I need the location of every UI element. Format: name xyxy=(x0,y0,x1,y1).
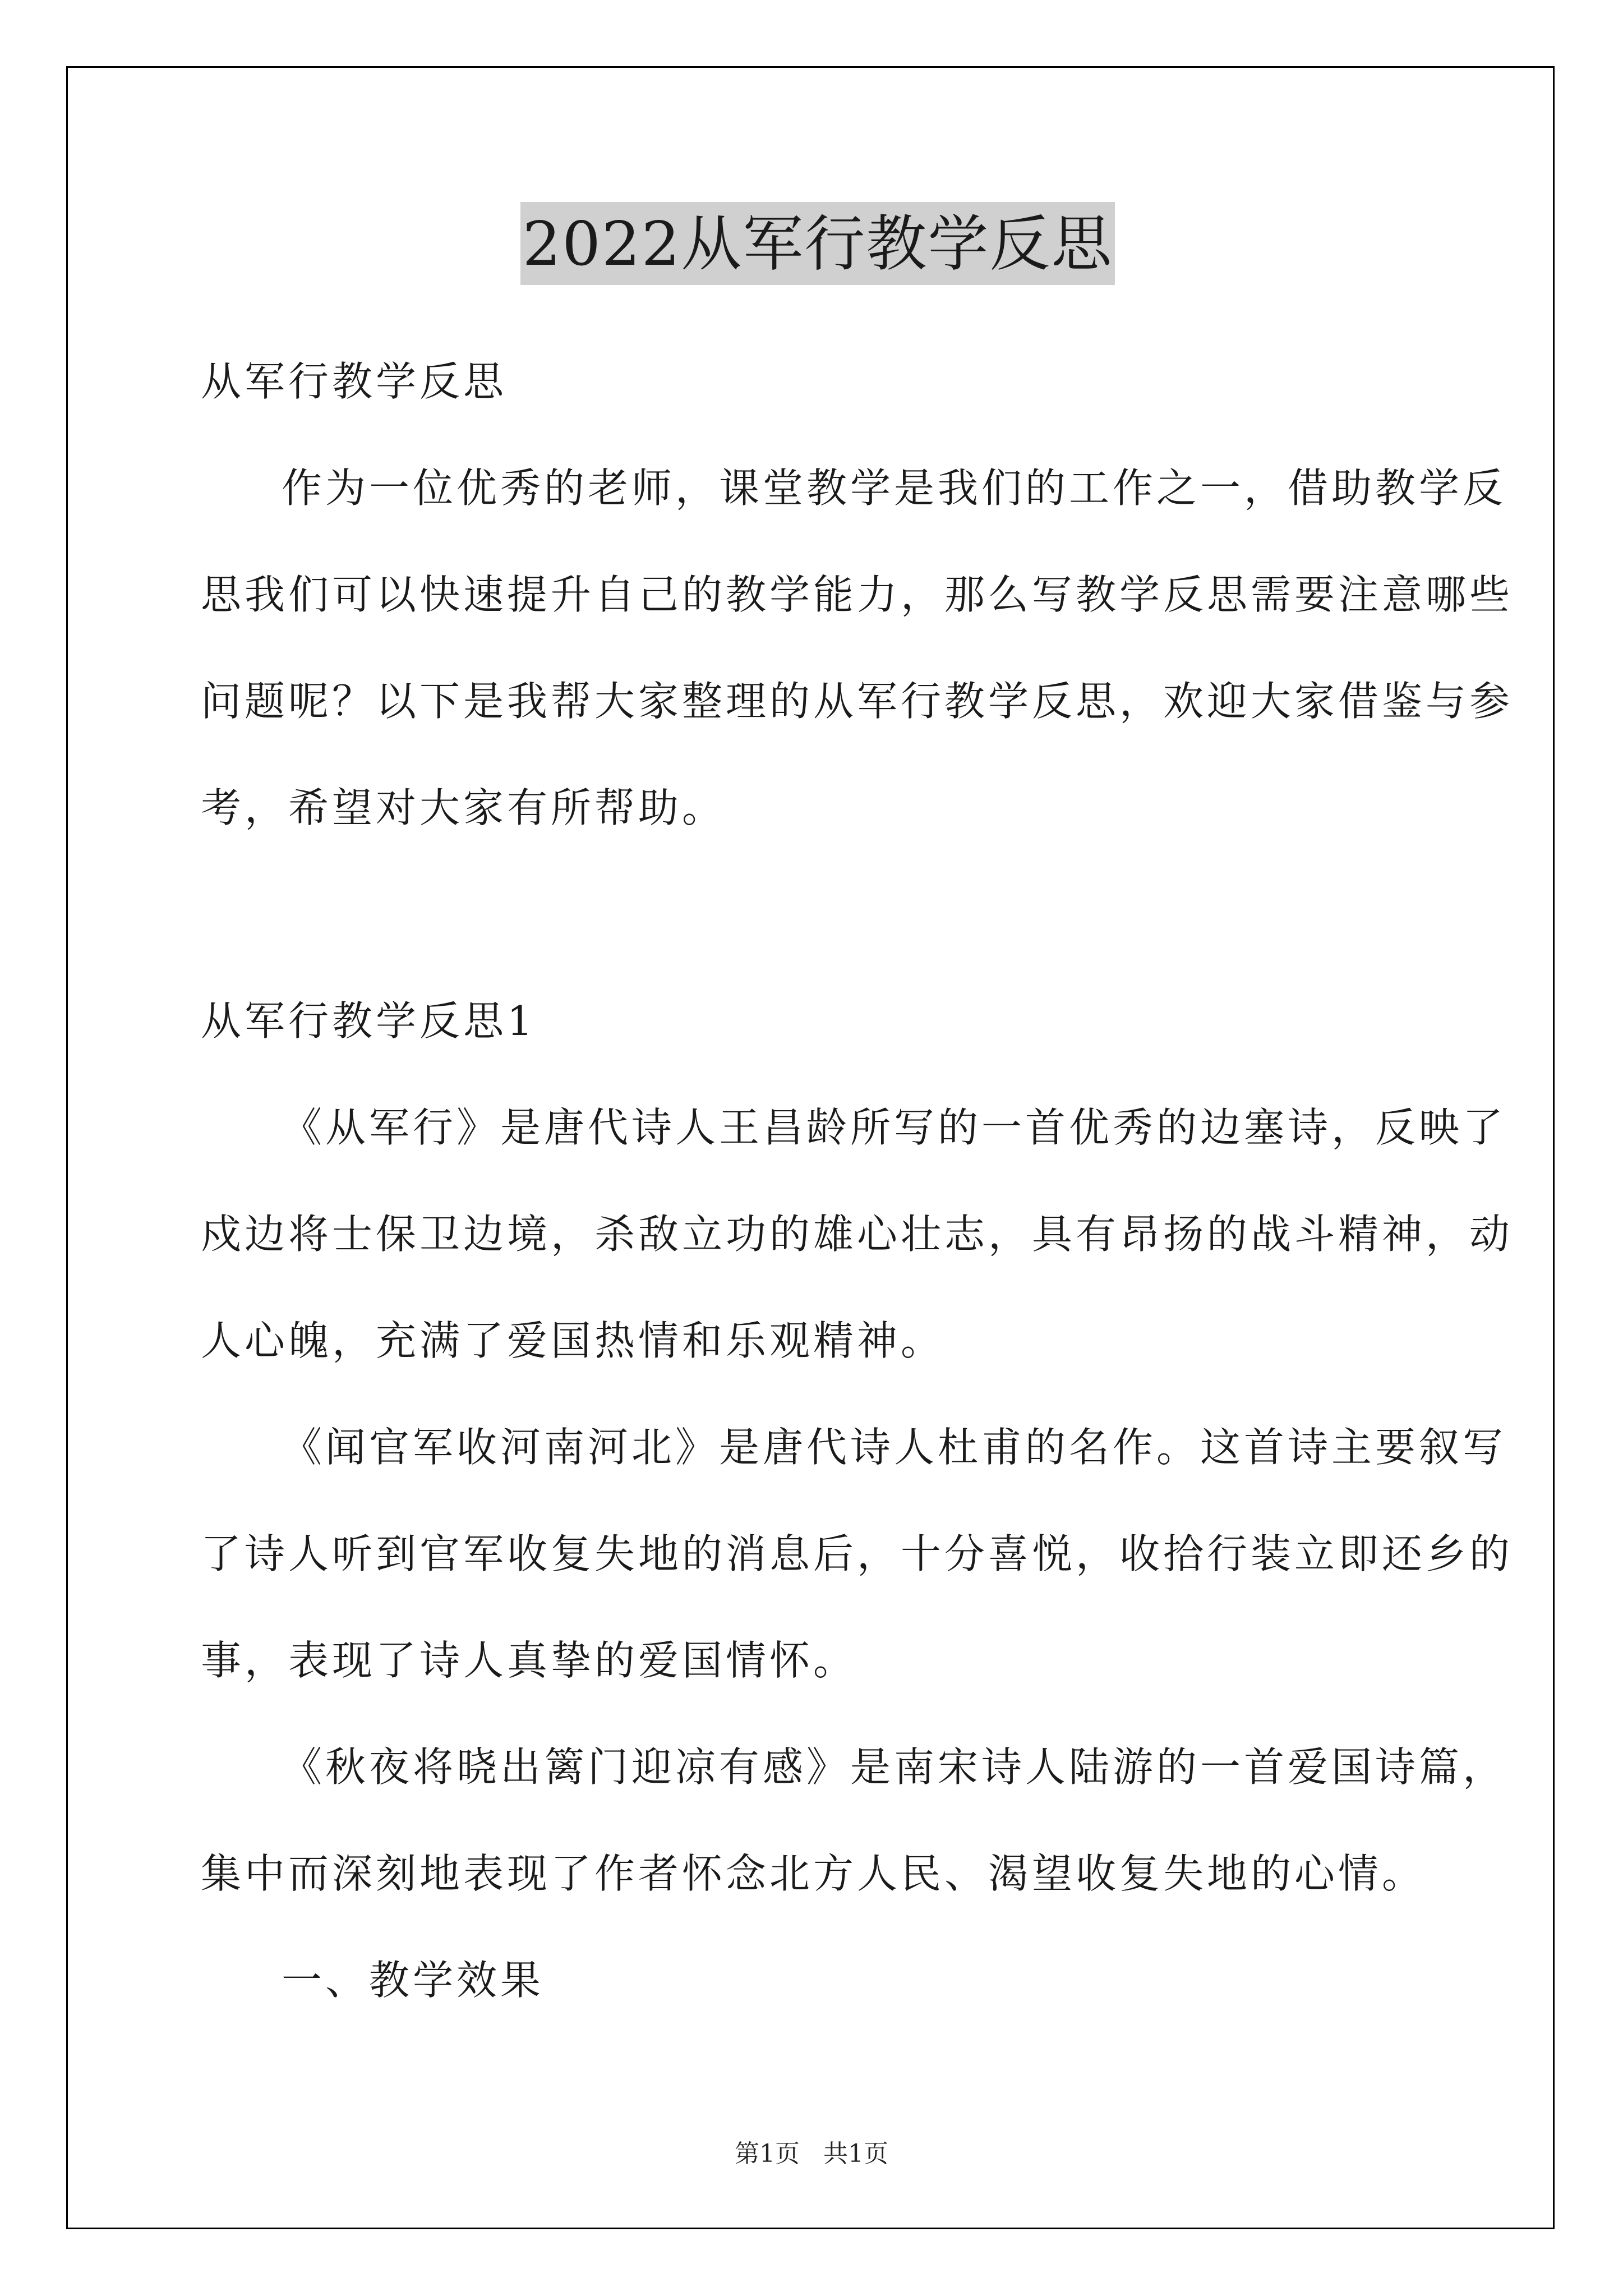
paragraph-line: 《闻官军收河南河北》是唐代诗人杜甫的名作。这首诗主要叙写 xyxy=(282,1424,1507,1471)
page-total: 共1页 xyxy=(823,2139,888,2168)
paragraph-line: 问题呢？以下是我帮大家整理的从军行教学反思，欢迎大家借鉴与参 xyxy=(201,678,1514,725)
paragraph-line: 考，希望对大家有所帮助。 xyxy=(201,784,726,831)
page-number: 第1页 xyxy=(735,2139,800,2168)
paragraph-line: 人心魄，充满了爱国热情和乐观精神。 xyxy=(201,1317,945,1364)
paragraph-line: 《从军行》是唐代诗人王昌龄所写的一首优秀的边塞诗，反映了 xyxy=(282,1104,1507,1151)
paragraph-line: 戍边将士保卫边境，杀敌立功的雄心壮志，具有昂扬的战斗精神，动 xyxy=(201,1211,1514,1258)
page-footer xyxy=(0,2137,1623,2171)
document-title: 2022从军行教学反思 xyxy=(520,202,1115,285)
paragraph-line: 《秋夜将晓出篱门迎凉有感》是南宋诗人陆游的一首爱国诗篇， xyxy=(282,1743,1507,1791)
paragraph-line: 了诗人听到官军收复失地的消息后，十分喜悦，收拾行装立即还乡的 xyxy=(201,1530,1514,1577)
paragraph-line: 思我们可以快速提升自己的教学能力，那么写教学反思需要注意哪些 xyxy=(201,571,1514,618)
paragraph-line: 作为一位优秀的老师，课堂教学是我们的工作之一，借助教学反 xyxy=(282,464,1507,512)
footer-spacer xyxy=(800,2139,823,2168)
paragraph-line: 集中而深刻地表现了作者怀念北方人民、渴望收复失地的心情。 xyxy=(201,1850,1426,1897)
section-heading: 从军行教学反思1 xyxy=(201,997,536,1045)
paragraph-line: 事，表现了诗人真挚的爱国情怀。 xyxy=(201,1637,857,1684)
title-container xyxy=(201,202,1435,285)
subsection-heading: 一、教学效果 xyxy=(282,1957,545,2004)
subtitle-line: 从军行教学反思 xyxy=(201,358,508,405)
